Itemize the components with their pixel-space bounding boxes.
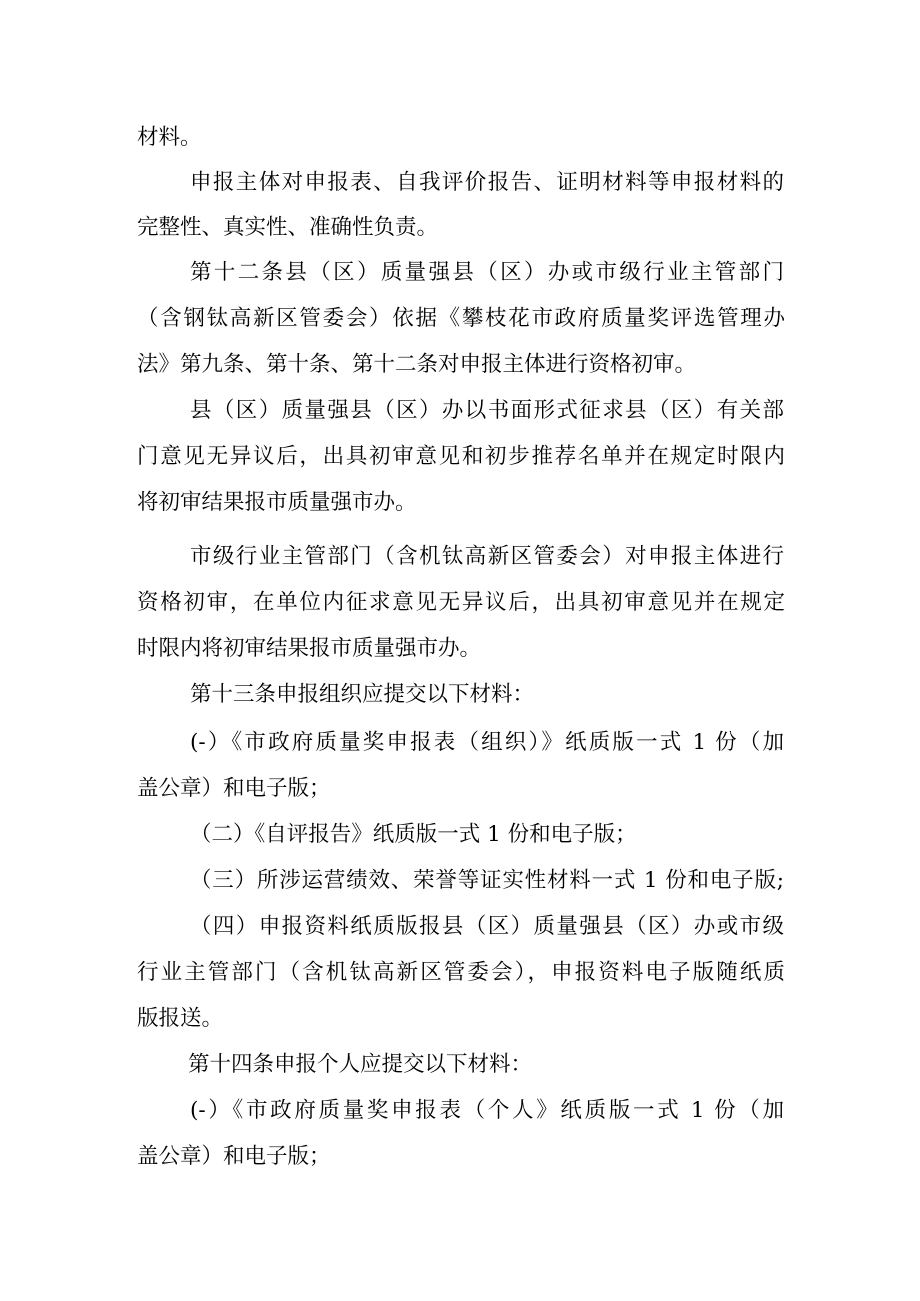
list-item: （四）申报资料纸质版报县（区）质量强县（区）办或市级 bbox=[190, 914, 784, 939]
paragraph-first-line: 申报主体对申报表、自我评价报告、证明材料等申报材料的 bbox=[190, 170, 784, 195]
article-12-heading: 第十二条县（区）质量强县（区）办或市级行业主管部门 bbox=[190, 260, 784, 285]
text-line: 材料。 bbox=[137, 125, 202, 150]
text-line: 版报送。 bbox=[137, 1006, 224, 1031]
text-line: 法》第九条、第十条、第十二条对申报主体进行资格初审。 bbox=[137, 352, 697, 377]
list-item: （二）《自评报告》纸质版一式 1 份和电子版； bbox=[190, 822, 637, 847]
text-line: （含钢钛高新区管委会）依据《攀枝花市政府质量奖评选管理办 bbox=[137, 306, 785, 331]
text-line: 盖公章）和电子版； bbox=[137, 776, 331, 801]
text-line: 行业主管部门（含机钛高新区管委会），申报资料电子版随纸质 bbox=[137, 960, 785, 985]
text-line: 完整性、真实性、准确性负责。 bbox=[137, 215, 439, 240]
text-line: 门意见无异议后，出具初审意见和初步推荐名单并在规定时限内 bbox=[137, 444, 785, 469]
paragraph-first-line: 县（区）质量强县（区）办以书面形式征求县（区）有关部 bbox=[190, 398, 784, 423]
text-line: 时限内将初审结果报市质量强市办。 bbox=[137, 636, 482, 661]
article-13-heading: 第十三条申报组织应提交以下材料： bbox=[190, 682, 535, 707]
text-line: 将初审结果报市质量强市办。 bbox=[137, 490, 417, 515]
text-line: 资格初审，在单位内征求意见无异议后，出具初审意见并在规定 bbox=[137, 590, 785, 615]
paragraph-first-line: 市级行业主管部门（含机钛高新区管委会）对申报主体进行 bbox=[190, 544, 784, 569]
list-item: （三）所涉运营绩效、荣誉等证实性材料一式 1 份和电子版; bbox=[190, 868, 784, 893]
list-item: (-）《市政府质量奖申报表（组织）》纸质版一式 1 份（加 bbox=[190, 730, 784, 755]
article-14-heading: 第十四条申报个人应提交以下材料： bbox=[188, 1052, 533, 1077]
list-item: (-）《市政府质量奖申报表（个人》纸质版一式 1 份（加 bbox=[190, 1098, 784, 1123]
text-line: 盖公章）和电子版； bbox=[137, 1144, 331, 1169]
